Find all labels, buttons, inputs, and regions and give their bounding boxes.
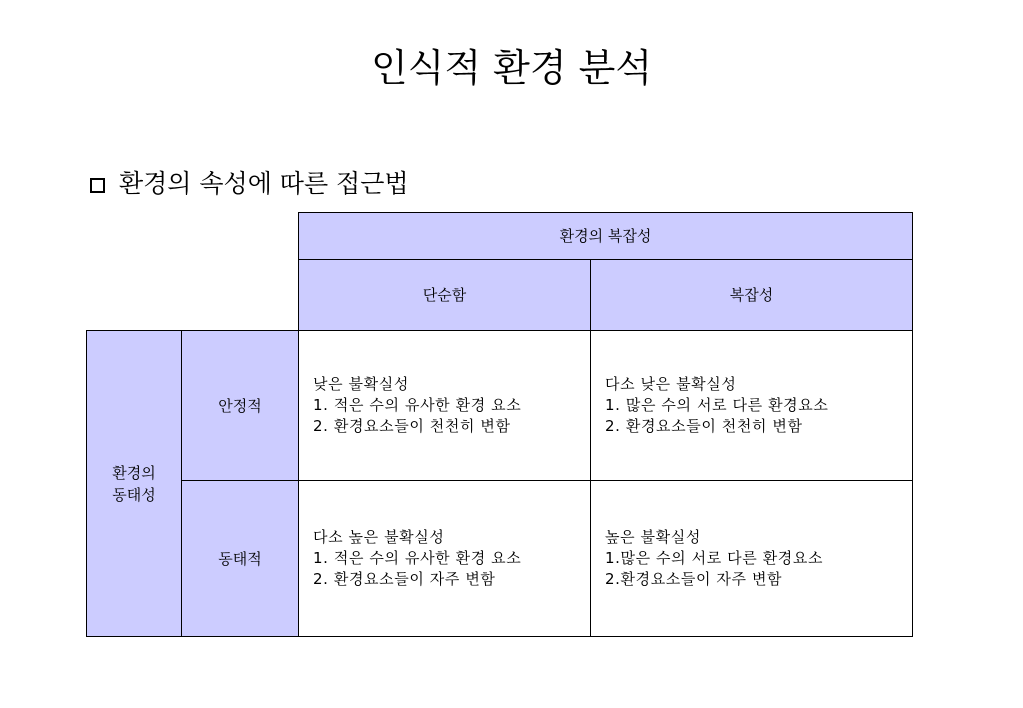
cell-line: 낮은 불확실성 <box>313 375 409 393</box>
column-group-header: 환경의 복잡성 <box>298 212 913 260</box>
cell-line: 1. 적은 수의 유사한 환경 요소 <box>313 396 522 414</box>
row-header-dynamic: 동태적 <box>181 480 299 637</box>
section-heading <box>90 166 409 202</box>
cell-stable-complex <box>590 330 913 481</box>
slide-title: 인식적 환경 분석 <box>370 46 653 90</box>
column-header-simple: 단순함 <box>298 259 591 331</box>
cell-line: 1.많은 수의 서로 다른 환경요소 <box>605 549 824 567</box>
cell-line: 1. 적은 수의 유사한 환경 요소 <box>313 549 522 567</box>
cell-line: 2. 환경요소들이 자주 변함 <box>313 570 496 588</box>
cell-line: 1. 많은 수의 서로 다른 환경요소 <box>605 396 829 414</box>
cell-line: 2. 환경요소들이 천천히 변함 <box>313 417 511 435</box>
cell-line: 다소 낮은 불확실성 <box>605 375 737 393</box>
cell-dynamic-complex <box>590 480 913 637</box>
checkbox-outline-icon <box>90 178 105 193</box>
row-header-stable: 안정적 <box>181 330 299 481</box>
section-heading-text: 환경의 속성에 따른 접근법 <box>119 169 409 198</box>
cell-line: 높은 불확실성 <box>605 528 701 546</box>
cell-line: 2. 환경요소들이 천천히 변함 <box>605 417 803 435</box>
row-group-header-line-2: 동태성 <box>112 485 156 504</box>
cell-dynamic-simple <box>298 480 591 637</box>
row-group-header-line-1: 환경의 <box>112 463 156 482</box>
cell-line: 2.환경요소들이 자주 변함 <box>605 570 783 588</box>
column-header-complex: 복잡성 <box>590 259 913 331</box>
row-group-header <box>86 330 182 637</box>
cell-stable-simple <box>298 330 591 481</box>
cell-line: 다소 높은 불확실성 <box>313 528 445 546</box>
